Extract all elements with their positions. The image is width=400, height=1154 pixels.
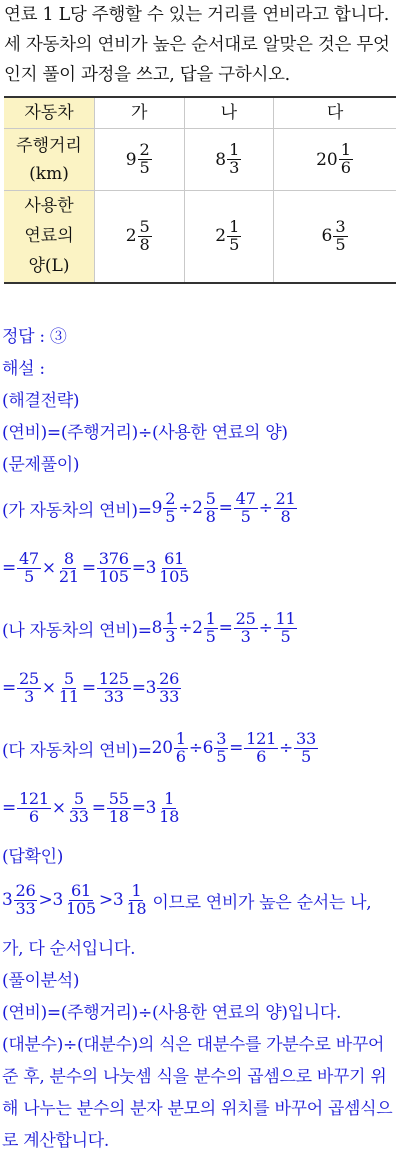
- row-label-fuel-3: 양(L): [28, 256, 70, 277]
- row-label-distance: [4, 129, 95, 191]
- answer-line: 정답 : ③: [2, 326, 67, 347]
- question-line-2: 세 자동차의 연비가 높은 순서대로 알맞은 것은 무엇: [4, 35, 390, 55]
- na-step-1: (나 자동차의 연비)= 8 $\frac{1}{3}$ ÷ 2 $\frac{1}{5}$ = $\frac{25}{3}$ ÷ $\frac{11}{5}$: [2, 608, 296, 646]
- fuel-na: 2 $\frac{1}{5}$: [184, 191, 274, 283]
- da-step-2: = $\frac{121}{6}$ × $\frac{5}{33}$ = $\frac{55}{18}$ = 3 $\frac{1}{18}$: [2, 788, 180, 826]
- row-label-fuel-2: 연료의: [24, 226, 74, 247]
- analysis-title: (풀이분석): [2, 970, 80, 991]
- row-label-distance-2: (km): [29, 163, 69, 184]
- fuel-da: 6 $\frac{3}{5}$: [274, 191, 396, 283]
- analysis-line-4: 해 나누는 분수의 분자 분모의 위치를 바꾸어 곱셈식으: [2, 1098, 393, 1119]
- car-data-table: [4, 96, 396, 284]
- row-label-distance-1: 주행거리: [16, 135, 82, 156]
- solution: [2, 318, 398, 1154]
- distance-na: 8 $\frac{1}{3}$: [184, 129, 274, 191]
- row-label-fuel-1: 사용한: [24, 196, 74, 217]
- analysis-line-1: (연비)=(주행거리)÷(사용한 연료의 양)입니다.: [2, 1002, 342, 1023]
- da-step-1: (다 자동차의 연비)= 20 $\frac{1}{6}$ ÷ 6 $\frac{3}{5}$ = $\frac{121}{6}$ ÷ $\frac{33}{5}$: [2, 728, 316, 766]
- table-header-car: 자동차: [4, 97, 95, 129]
- table-header-na: 나: [184, 97, 274, 129]
- question-line-3: 인지 풀이 과정을 쓰고, 답을 구하시오.: [4, 65, 290, 85]
- analysis-line-2: (대분수)÷(대분수)의 식은 대분수를 가분수로 바꾸어: [2, 1034, 385, 1055]
- ga-step-1: (가 자동차의 연비)= 9 $\frac{2}{5}$ ÷ 2 $\frac{5}{8}$ = $\frac{47}{5}$ ÷ $\frac{21}{8}$: [2, 488, 296, 526]
- solve-title: (문제풀이): [2, 454, 80, 475]
- distance-ga: 9 $\frac{2}{5}$: [95, 129, 185, 191]
- distance-da: 20 $\frac{1}{6}$: [274, 129, 396, 191]
- explain-label: 해설 :: [2, 358, 45, 379]
- strategy-title: (해결전략): [2, 390, 80, 411]
- question-line-1: 연료 1 L당 주행할 수 있는 거리를 연비라고 합니다.: [4, 5, 390, 25]
- ga-step-2: = $\frac{47}{5}$ × $\frac{8}{21}$ = $\frac{376}{105}$ = 3 $\frac{61}{105}$: [2, 548, 190, 586]
- conclusion-line: 가, 다 순서입니다.: [2, 938, 136, 959]
- check-title: (답확인): [2, 846, 64, 867]
- analysis-line-5: 로 계산합니다.: [2, 1130, 109, 1151]
- table-header-ga: 가: [95, 97, 185, 129]
- analysis-line-3: 준 후, 분수의 나눗셈 식을 분수의 곱셈으로 바꾸기 위: [2, 1066, 387, 1087]
- comparison-line: 3 $\frac{26}{33}$ > 3 $\frac{61}{105}$ > 3 $\frac{1}{18}$ 이므로 연비가 높은 순서는 나,: [2, 880, 372, 918]
- question-text: [4, 0, 398, 90]
- table-header-da: 다: [274, 97, 396, 129]
- strategy-text: (연비)=(주행거리)÷(사용한 연료의 양): [2, 422, 288, 443]
- row-label-fuel: [4, 191, 95, 283]
- fuel-ga: 2 $\frac{5}{8}$: [95, 191, 185, 283]
- na-step-2: = $\frac{25}{3}$ × $\frac{5}{11}$ = $\frac{125}{33}$ = 3 $\frac{26}{33}$: [2, 668, 180, 706]
